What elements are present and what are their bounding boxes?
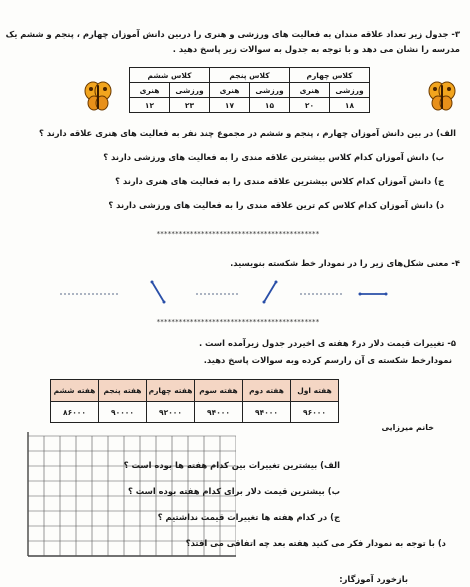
separator: ********************************************	[156, 318, 320, 326]
week-header: هفته دوم	[243, 380, 291, 402]
subheader: ورزشی	[330, 83, 370, 98]
interest-table	[129, 67, 370, 113]
q3-question-b: ب) دانش آموزان کدام کلاس بیشترین علاقه مندی را به فعالیت های ورزشی دارند ؟	[103, 152, 444, 162]
butterfly-icon	[84, 80, 112, 112]
table-cell: ۱۲	[130, 98, 170, 113]
header-grade5: کلاس پنجم	[210, 68, 290, 83]
rising-segment	[264, 282, 276, 302]
table-cell: ۱۸	[330, 98, 370, 113]
line-segments-figure	[60, 278, 420, 308]
q5-line2: نمودارخط شکسته ی آن رارسم کرده وبه سوالات پاسخ دهید.	[203, 355, 452, 365]
table-cell: ۱۷	[210, 98, 250, 113]
subheader: ورزشی	[170, 83, 210, 98]
q3-question-d: د) دانش آموزان کدام کلاس کم ترین علاقه مندی را به فعالیت های ورزشی دارند ؟	[108, 200, 444, 210]
header-grade4: کلاس چهارم	[290, 68, 370, 83]
falling-segment	[152, 282, 164, 302]
q5-question-b: ب) بیشترین قیمت دلار برای کدام هفته بوده است ؟	[127, 486, 340, 496]
q3-question-c: ج) دانش آموزان کدام کلاس بیشترین علاقه مندی را به فعالیت های هنری دارند ؟	[115, 176, 444, 186]
week-header: هفته پنجم	[99, 380, 147, 402]
week-header: هفته ششم	[51, 380, 99, 402]
week-header: هفته اول	[291, 380, 339, 402]
price-cell: ۹۶۰۰۰	[291, 402, 339, 423]
q5-line1: ۵- تغییرات قیمت دلار در۶ هفته ی اخیردر جدول زیرآمده است .	[198, 338, 456, 348]
table-cell: ۲۳	[170, 98, 210, 113]
subheader: هنری	[290, 83, 330, 98]
q3-line2: مدرسه را نشان می دهد و با توجه به جدول به سوالات زیر پاسخ دهید .	[172, 44, 460, 54]
q4-title: ۴- معنی شکل‌های زیر را در نمودار خط شکسته بنویسید.	[230, 258, 460, 268]
q3-line1: ۳- جدول زیر تعداد علاقه مندان به فعالیت های ورزشی و هنری را دربین دانش آموزان چهارم ، پنجم و ششم یک	[5, 29, 460, 39]
q5-question-d: د) با توجه به نمودار فکر می کنید هفته بعد چه اتفاقی می افتد؟	[185, 538, 446, 548]
header-grade6: کلاس ششم	[130, 68, 210, 83]
q5-question-c: ج) در کدام هفته ها تغییرات قیمت نداشتیم ؟	[157, 512, 340, 522]
week-header: هفته سوم	[195, 380, 243, 402]
dollar-price-table	[50, 379, 339, 423]
week-header: هفته چهارم	[147, 380, 195, 402]
subheader: ورزشی	[250, 83, 290, 98]
price-cell: ۹۰۰۰۰	[99, 402, 147, 423]
q3-question-a: الف) در بین دانش آموزان چهارم ، پنجم و ششم در مجموع چند نفر به فعالیت های هنری علاقه دارند ؟	[38, 128, 456, 138]
price-cell: ۹۴۰۰۰	[195, 402, 243, 423]
separator: ********************************************	[156, 230, 320, 238]
table-cell: ۱۵	[250, 98, 290, 113]
subheader: هنری	[210, 83, 250, 98]
price-cell: ۸۶۰۰۰	[51, 402, 99, 423]
author-name: خانم میرزایی	[381, 423, 434, 432]
teacher-feedback-label: بازخورد آموزگار:	[339, 574, 408, 584]
price-cell: ۹۴۰۰۰	[243, 402, 291, 423]
table-cell: ۲۰	[290, 98, 330, 113]
blank-graph-grid	[14, 432, 236, 570]
butterfly-icon	[428, 80, 456, 112]
price-cell: ۹۲۰۰۰	[147, 402, 195, 423]
q5-question-a: الف) بیشترین تغییرات بین کدام هفته ها بوده است ؟	[123, 460, 340, 470]
subheader: هنری	[130, 83, 170, 98]
